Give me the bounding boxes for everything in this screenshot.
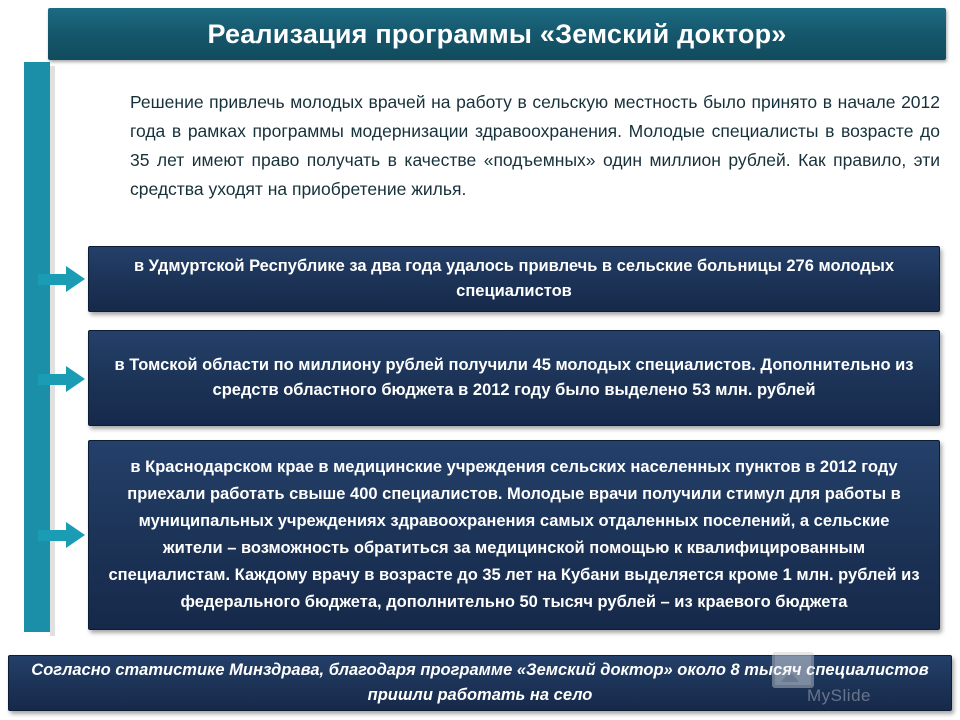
slide-title-bar xyxy=(48,8,946,60)
fact-box-krasnodar xyxy=(88,440,940,630)
arrow-head xyxy=(66,266,85,292)
fact-box-text: в Краснодарском крае в медицинские учреждения сельских населенных пунктов в 2012 году приехали работать свыше 400 специалистов. Молодые врачи получили стимул для работы в муниципальных учреждениях здравоохранения самых отдаленных поселений, а сельские жители – возможность обратиться за медицинской помощью к квалифицированным специалистам. Каждому врачу в возрасте до 35 лет на Кубани выделяется кроме 1 млн. рублей из федерального бюджета, дополнительно 50 тысяч рублей – из краевого бюджета xyxy=(108,458,920,611)
watermark-label: MySlide xyxy=(807,686,871,705)
arrow-shaft xyxy=(38,530,68,541)
arrow-shaft xyxy=(38,274,68,285)
left-accent-bar-shadow xyxy=(50,66,55,636)
fact-box-udmurtia xyxy=(88,246,940,312)
arrow-icon-1 xyxy=(38,266,86,292)
fact-box-tomsk xyxy=(88,330,940,426)
footer-text: Согласно статистике Минздрава, благодаря программе «Земский доктор» около 8 тысяч специалистов пришли работать на село xyxy=(31,661,929,704)
fact-box-text: в Томской области по миллиону рублей получили 45 молодых специалистов. Дополнительно из средств областного бюджета в 2012 году было выделено 53 млн. рублей xyxy=(114,356,914,399)
arrow-icon-2 xyxy=(38,366,86,392)
arrow-head xyxy=(66,366,85,392)
intro-paragraph: Решение привлечь молодых врачей на работу в сельскую местность было принято в начале 2012 года в рамках программы модернизации здравоохранения. Молодые специалисты в возрасте до 35 лет имеют право получать в качестве «подъемных» один миллион рублей. Как правило, эти средства уходят на приобретение жилья. xyxy=(130,92,940,199)
footer-banner xyxy=(8,655,952,711)
arrow-shaft xyxy=(38,374,68,385)
page-title: Реализация программы «Земский доктор» xyxy=(207,18,787,49)
arrow-head xyxy=(66,522,85,548)
arrow-icon-3 xyxy=(38,522,86,548)
fact-box-text: в Удмуртской Республике за два года удалось привлечь в сельские больницы 276 молодых специалистов xyxy=(133,257,895,300)
